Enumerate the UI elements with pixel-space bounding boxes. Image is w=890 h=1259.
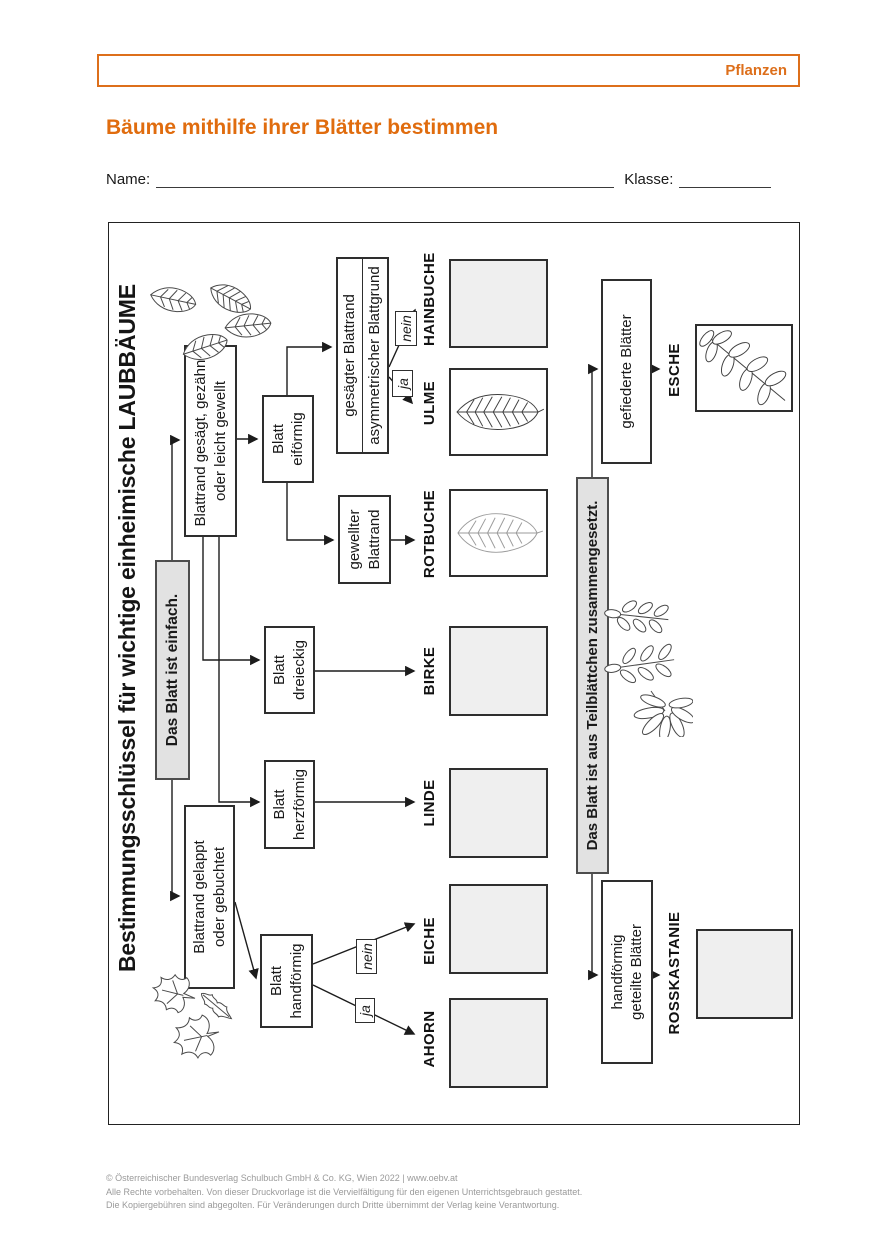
lobed-leaves-sketch	[139, 957, 243, 1067]
node-text: Blattrand gelappt	[191, 840, 208, 954]
header-category-box	[97, 54, 800, 87]
node-text: gewellter	[346, 509, 363, 570]
hainbuche-answer-box[interactable]	[449, 259, 548, 348]
node-gefiederte-blaetter	[601, 279, 652, 464]
name-fill-line[interactable]	[156, 168, 614, 188]
class-fill-line[interactable]	[679, 168, 771, 188]
ulme-leaf-box	[449, 368, 548, 456]
node-text: Blatt	[268, 966, 285, 997]
linde-answer-box[interactable]	[449, 768, 548, 858]
footer-line: Alle Rechte vorbehalten. Von dieser Druckvorlage ist die Vervielfältigung für den eigenen Unterrichtsgebrauch gestattet.	[106, 1186, 583, 1197]
eiche-answer-box[interactable]	[449, 884, 548, 974]
page-title: Bäume mithilfe ihrer Blätter bestimmen	[106, 116, 499, 139]
node-text: Blatt	[271, 655, 288, 686]
node-text: eiförmig	[289, 412, 306, 466]
beech-leaf-image	[451, 491, 546, 575]
flowchart-canvas	[109, 223, 797, 1122]
tree-label-rotbuche: ROTBUCHE	[421, 489, 438, 579]
tree-label-hainbuche: HAINBUCHE	[421, 252, 438, 346]
ash-leaf-image	[697, 326, 791, 410]
node-text: geteilte Blätter	[628, 924, 645, 1020]
node-text: gefiederte Blätter	[617, 314, 635, 429]
node-text: gesägter Blattrand	[341, 294, 359, 417]
node-blatt-dreieckig	[264, 626, 315, 714]
node-text: dreieckig	[290, 639, 308, 701]
statement-simple-leaf: Das Blatt ist einfach.	[155, 560, 190, 780]
node-blatt-eifoermig	[262, 395, 314, 483]
footer-copyright	[106, 1172, 582, 1213]
rosskastanie-answer-box[interactable]	[696, 929, 793, 1019]
node-text: Blatt	[269, 424, 287, 455]
ahorn-answer-box[interactable]	[449, 998, 548, 1088]
birke-answer-box[interactable]	[449, 626, 548, 716]
tree-label-linde: LINDE	[421, 779, 438, 827]
answer-nein-ulme-branch: nein	[395, 311, 417, 346]
diagram-frame	[108, 222, 800, 1125]
node-blatt-herzfoermig	[264, 760, 315, 849]
tree-label-ahorn: AHORN	[421, 1010, 438, 1068]
esche-leaf-box	[695, 324, 793, 412]
footer-line: © Österreichischer Bundesverlag Schulbuch GmbH & Co. KG, Wien 2022 | www.oebv.at	[106, 1173, 458, 1183]
node-text: asymmetrischer Blattgrund	[362, 259, 387, 452]
node-text: handförmig	[287, 943, 305, 1019]
node-handfoermig-geteilt	[601, 880, 653, 1064]
node-gesaegter-asymmetrisch	[336, 257, 389, 454]
node-text: Blattrand	[365, 509, 383, 570]
simple-leaves-sketch	[143, 256, 275, 374]
node-blatt-handfoermig	[260, 934, 313, 1028]
tree-label-ulme: ULME	[421, 380, 438, 426]
diagram-heading: Bestimmungsschlüssel für wichtige einheimische LAUBBÄUME	[114, 284, 140, 972]
answer-nein-eiche-branch: nein	[356, 939, 377, 974]
statement-compound-leaf: Das Blatt ist aus Teilblättchen zusammengesetzt.	[576, 477, 609, 874]
elm-leaf-image	[451, 370, 546, 454]
tree-label-esche: ESCHE	[666, 343, 683, 397]
node-gewellter-blattrand	[338, 495, 391, 584]
rotbuche-leaf-box	[449, 489, 548, 577]
answer-ja-ahorn-branch: ja	[355, 998, 375, 1023]
name-label: Name:	[106, 171, 151, 188]
tree-label-birke: BIRKE	[421, 646, 438, 696]
node-text: oder gebuchtet	[210, 846, 228, 948]
answer-ja-ulme-branch: ja	[392, 370, 413, 397]
name-class-row	[106, 168, 783, 188]
node-text: herzförmig	[290, 769, 308, 840]
footer-line: Die Kopiergebühren sind abgegolten. Für Veränderungen durch Dritte übernimmt der Verlag keine Verantwortung.	[106, 1200, 560, 1210]
tree-label-rosskastanie: ROSSKASTANIE	[666, 911, 683, 1035]
node-text: Blattrand gesägt, gezähnt	[192, 355, 209, 527]
compound-leaves-sketch	[601, 587, 693, 737]
class-label: Klasse:	[624, 171, 674, 188]
node-text: oder leicht gewellt	[211, 380, 229, 502]
category-label: Pflanzen	[725, 62, 787, 79]
tree-label-eiche: EICHE	[421, 917, 438, 965]
node-text: Blatt	[271, 789, 288, 820]
node-text: handförmig	[608, 934, 626, 1010]
